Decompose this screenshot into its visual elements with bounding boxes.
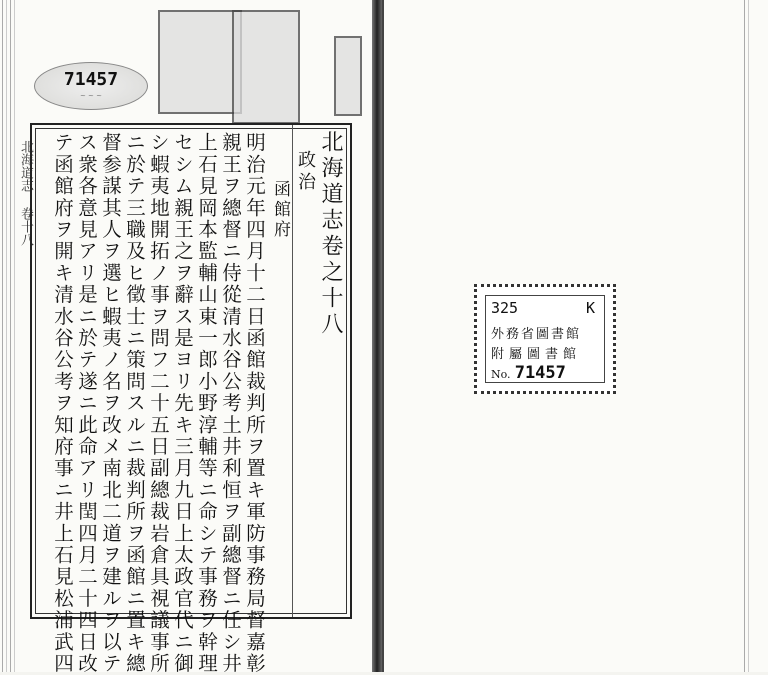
library-name-line-1: 外務省圖書館 <box>491 327 582 342</box>
library-stamp-number-row <box>491 363 601 383</box>
body-line: テ函館府ヲ開キ清水谷公考ヲ知府事ニ井上石見松浦武四 <box>51 132 74 675</box>
body-line: セシム親王之ヲ辭ス是ヨリ先キ三月九日上太政官代ニ御 <box>171 132 194 675</box>
left-page <box>0 0 373 675</box>
accession-number: 71457 <box>63 69 119 90</box>
spine-label: 北海道志 卷十八 <box>18 140 33 246</box>
page-edge <box>10 0 15 672</box>
library-stamp-number: 71457 <box>514 363 566 383</box>
page-edge <box>744 0 749 672</box>
subsection-title: 函館府 <box>270 180 290 240</box>
page-edge <box>2 0 7 672</box>
body-line: 親王ヲ總督ニ侍從清水谷公考土井利恒ヲ副總督ニ任シ井 <box>219 132 242 675</box>
body-line: 明治元年四月十二日函館裁判所ヲ置キ軍防事務局督嘉彰 <box>243 132 266 675</box>
body-line: シ蝦夷地開拓ノ事ヲ問フ二十五日副總裁岩倉具視議事所 <box>147 132 170 675</box>
ownership-seal <box>334 36 362 116</box>
body-line: ス衆各意見アリ是ニ於テ遂ニ此命アリ閏四月二十四日改 <box>75 132 98 675</box>
library-name-line-2: 附屬圖書館 <box>491 347 582 362</box>
accession-stamp-subtext: ~ ~ ~ <box>79 92 103 100</box>
call-number: 325 <box>491 299 519 317</box>
chapter-title: 北海道志卷之十八 <box>318 130 343 338</box>
book-gutter <box>372 0 382 672</box>
body-line: ニ於テ三職及ヒ徵士ニ策問スルニ裁判所ヲ函館ニ置キ總 <box>123 132 146 675</box>
number-label: No. <box>491 368 511 381</box>
library-stamp-call-row <box>491 299 601 317</box>
library-stamp <box>474 284 616 394</box>
ownership-seal <box>232 10 300 124</box>
section-title: 政治 <box>295 150 316 194</box>
accession-stamp <box>34 62 148 110</box>
class-letter: K <box>585 299 595 317</box>
body-line: 上石見岡本監輔山東一郎小野淳輔等ニ命シテ事務ヲ幹理 <box>195 132 218 675</box>
body-line: 督参謀其人ヲ選ヒ蝦夷ノ名ヲ改メ南北二道ヲ建ルヲ以テ <box>99 132 122 675</box>
ownership-seal <box>158 10 242 114</box>
